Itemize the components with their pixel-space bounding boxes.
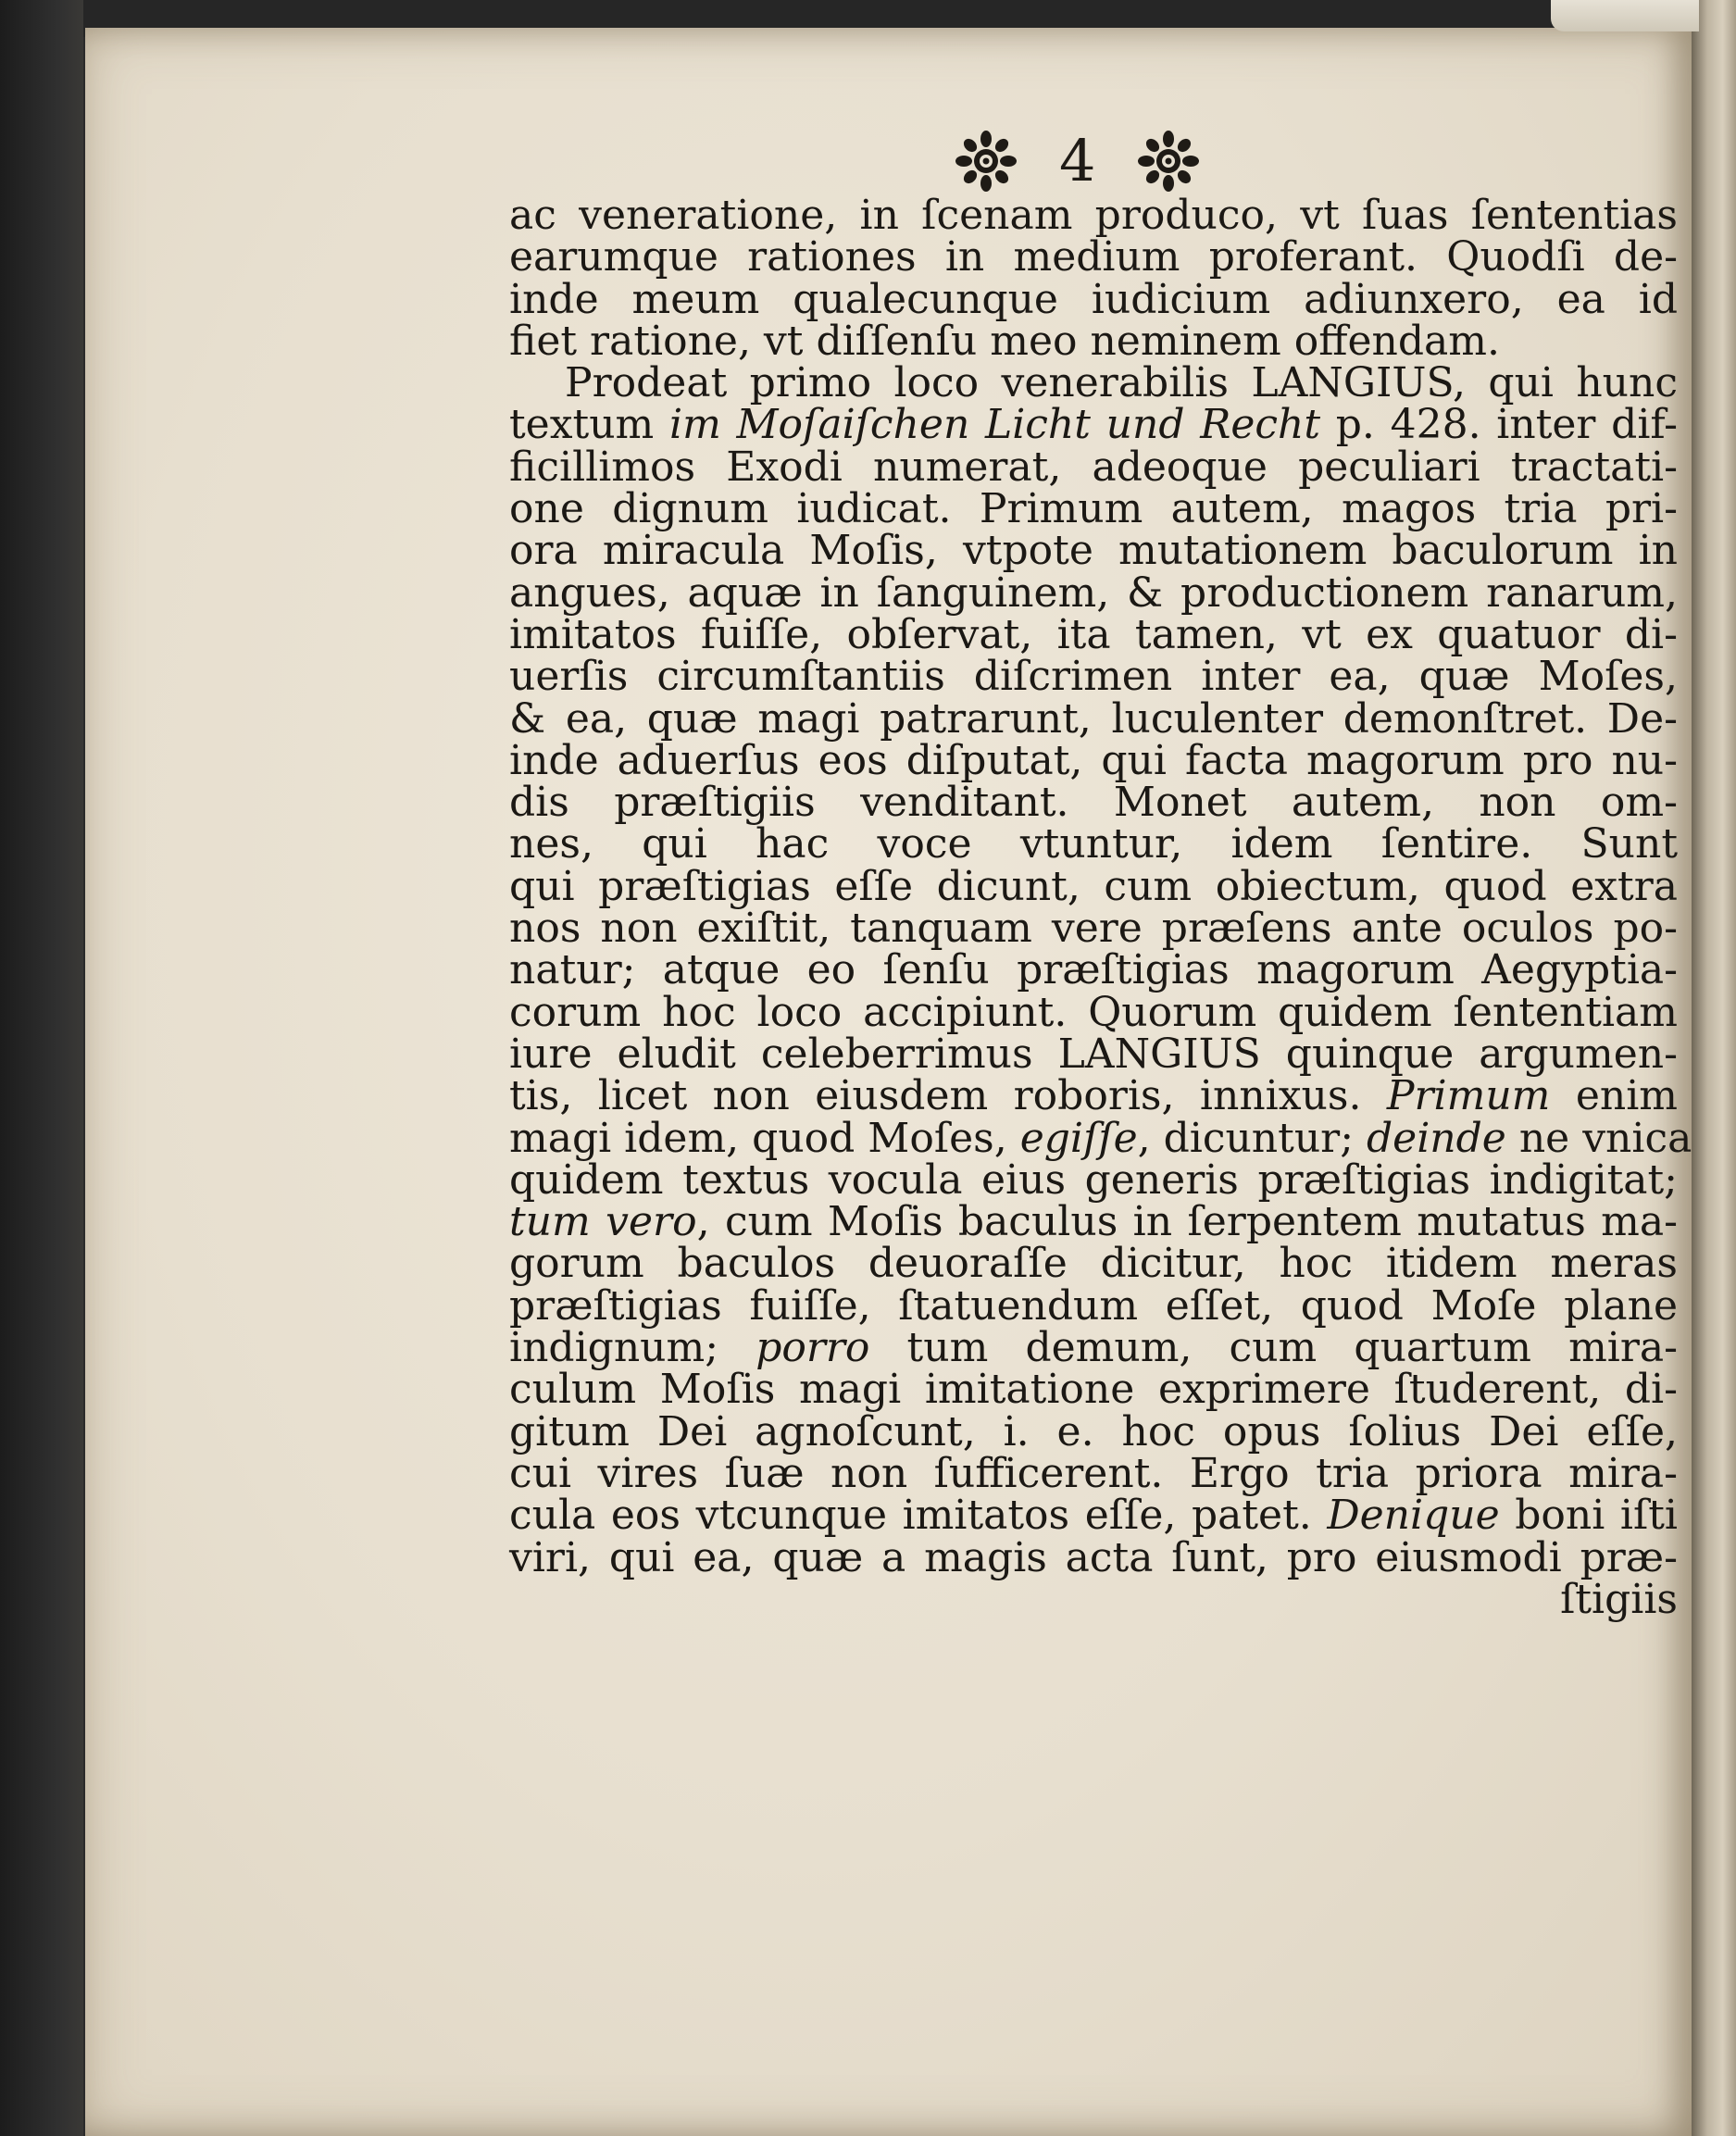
text-run: inde meum qualecunque iudicium adiunxero, ea id	[509, 275, 1678, 323]
italic-text: Primum	[1386, 1072, 1551, 1120]
text-line	[509, 1575, 1678, 1623]
text-line	[509, 1198, 1678, 1246]
text-run: gorum baculos deuoraſſe dicitur, hoc itidem meras	[509, 1240, 1678, 1288]
text-line	[509, 946, 1678, 994]
body-text	[509, 192, 1692, 1623]
text-run: tum demum, cum quartum mira-	[869, 1324, 1678, 1372]
text-run: natur; atque eo ſenſu præſtigias magorum Aegyptia-	[509, 946, 1678, 994]
text-run: viri, qui ea, quæ a magis acta ſunt, pro eiusmodi præ-	[509, 1533, 1678, 1581]
italic-text: porro	[756, 1324, 870, 1372]
text-run: nos non exiſtit, tanquam vere præſens ante oculos po-	[509, 905, 1678, 953]
text-run: angues, aquæ in ſanguinem, & productionem ranarum,	[509, 568, 1678, 617]
text-line	[509, 694, 1678, 743]
text-line	[509, 443, 1678, 491]
text-line	[509, 568, 1678, 617]
text-run: culum Moſis magi imitatione exprimere ſtuderent, di-	[509, 1366, 1678, 1414]
text-line	[509, 1533, 1678, 1581]
rosette-ornament-icon	[1138, 131, 1199, 192]
text-run: one dignum iudicat. Primum autem, magos tria pri-	[509, 485, 1678, 533]
text-run: nes, qui hac voce vtuntur, idem ſentire. Sunt	[509, 820, 1678, 868]
page-number: 4	[1059, 127, 1096, 194]
text-run: Prodeat primo loco venerabilis LANGIUS, qui hunc	[565, 359, 1678, 407]
text-line	[509, 779, 1678, 827]
text-line	[509, 192, 1678, 239]
text-line	[509, 1114, 1692, 1162]
text-line	[509, 317, 1678, 365]
book-binding-edge	[1692, 0, 1736, 2136]
text-line	[509, 610, 1678, 658]
text-line	[509, 1366, 1678, 1414]
text-line	[509, 653, 1678, 701]
text-run: imitatos fuiſſe, obſervat, ita tamen, vt ex quatuor di-	[509, 610, 1678, 658]
text-line	[509, 862, 1678, 910]
italic-text: Denique	[1327, 1492, 1500, 1540]
text-line	[509, 233, 1678, 281]
text-line	[509, 1407, 1678, 1455]
text-run: iure eludit celeberrimus LANGIUS quinque argumen-	[509, 1030, 1678, 1078]
text-run: & ea, quæ magi patrarunt, luculenter demonſtret. De-	[509, 694, 1678, 743]
italic-text: deinde	[1367, 1114, 1506, 1162]
book-page	[85, 28, 1692, 2136]
text-line	[509, 527, 1678, 575]
text-line	[509, 1324, 1678, 1372]
text-run: cui vires ſuæ non ſufficerent. Ergo tria priora mira-	[509, 1449, 1678, 1497]
text-run: ſtigiis	[1560, 1575, 1678, 1623]
text-line	[509, 1030, 1678, 1078]
text-run: gitum Dei agnoſcunt, i. e. hoc opus ſolius Dei eſſe,	[509, 1407, 1678, 1455]
text-line	[509, 359, 1678, 407]
text-run: fiet ratione, vt diſſenſu meo neminem offendam.	[509, 317, 1500, 365]
text-line	[509, 275, 1678, 323]
italic-text: tum vero	[509, 1198, 697, 1246]
text-line	[509, 820, 1678, 868]
text-line	[509, 485, 1678, 533]
text-line	[509, 1155, 1678, 1204]
text-line	[509, 736, 1678, 784]
text-run: quidem textus vocula eius generis præſtigias indigitat;	[509, 1155, 1678, 1204]
text-line	[509, 905, 1678, 953]
text-run: ne vnica	[1505, 1114, 1692, 1162]
text-run: uerſis circumſtantiis diſcrimen inter ea, quæ Moſes,	[509, 653, 1678, 701]
text-run: præſtigias fuiſſe, ſtatuendum eſſet, quod Moſe plane	[509, 1281, 1678, 1330]
text-line	[509, 1072, 1678, 1120]
text-line	[509, 401, 1679, 449]
text-run: corum hoc loco accipiunt. Quorum quidem ſententiam	[509, 988, 1678, 1036]
text-line	[509, 1240, 1678, 1288]
italic-text: im Moſaiſchen Licht und Recht	[669, 401, 1321, 449]
binding-ribbon	[1551, 0, 1699, 31]
italic-text: egiſſe	[1019, 1114, 1138, 1162]
text-line	[509, 988, 1678, 1036]
text-run: indignum;	[509, 1324, 756, 1372]
text-run: inde aduerſus eos diſputat, qui facta magorum pro nu-	[509, 736, 1678, 784]
text-run: , cum Moſis baculus in ſerpentem mutatus ma-	[696, 1198, 1678, 1246]
text-run: enim	[1550, 1072, 1678, 1120]
text-run: earumque rationes in medium proferant. Quodſi de-	[509, 233, 1678, 281]
text-run: , dicuntur;	[1137, 1114, 1368, 1162]
text-run: qui præſtigias eſſe dicunt, cum obiectum, quod extra	[509, 862, 1678, 910]
text-line	[509, 1449, 1678, 1497]
text-run: ora miracula Moſis, vtpote mutationem baculorum in	[509, 527, 1678, 575]
scan-background-left	[0, 0, 83, 2136]
text-run: ficillimos Exodi numerat, adeoque peculiari tractati-	[509, 443, 1678, 491]
page-header	[955, 128, 1199, 194]
text-run: magi idem, quod Moſes,	[509, 1114, 1020, 1162]
rosette-ornament-icon	[955, 131, 1017, 192]
text-run: tis, licet non eiusdem roboris, innixus.	[509, 1072, 1387, 1120]
text-run: textum	[509, 401, 669, 449]
text-run: ac veneratione, in ſcenam produco, vt ſuas ſententias	[509, 192, 1678, 239]
text-run: boni iſti	[1499, 1492, 1678, 1540]
text-line	[509, 1281, 1678, 1330]
text-run: cula eos vtcunque imitatos eſſe, patet.	[509, 1492, 1328, 1540]
text-run: dis præſtigiis venditant. Monet autem, non om-	[509, 779, 1678, 827]
text-run: p. 428. inter dif-	[1320, 401, 1679, 449]
text-line	[509, 1492, 1678, 1540]
